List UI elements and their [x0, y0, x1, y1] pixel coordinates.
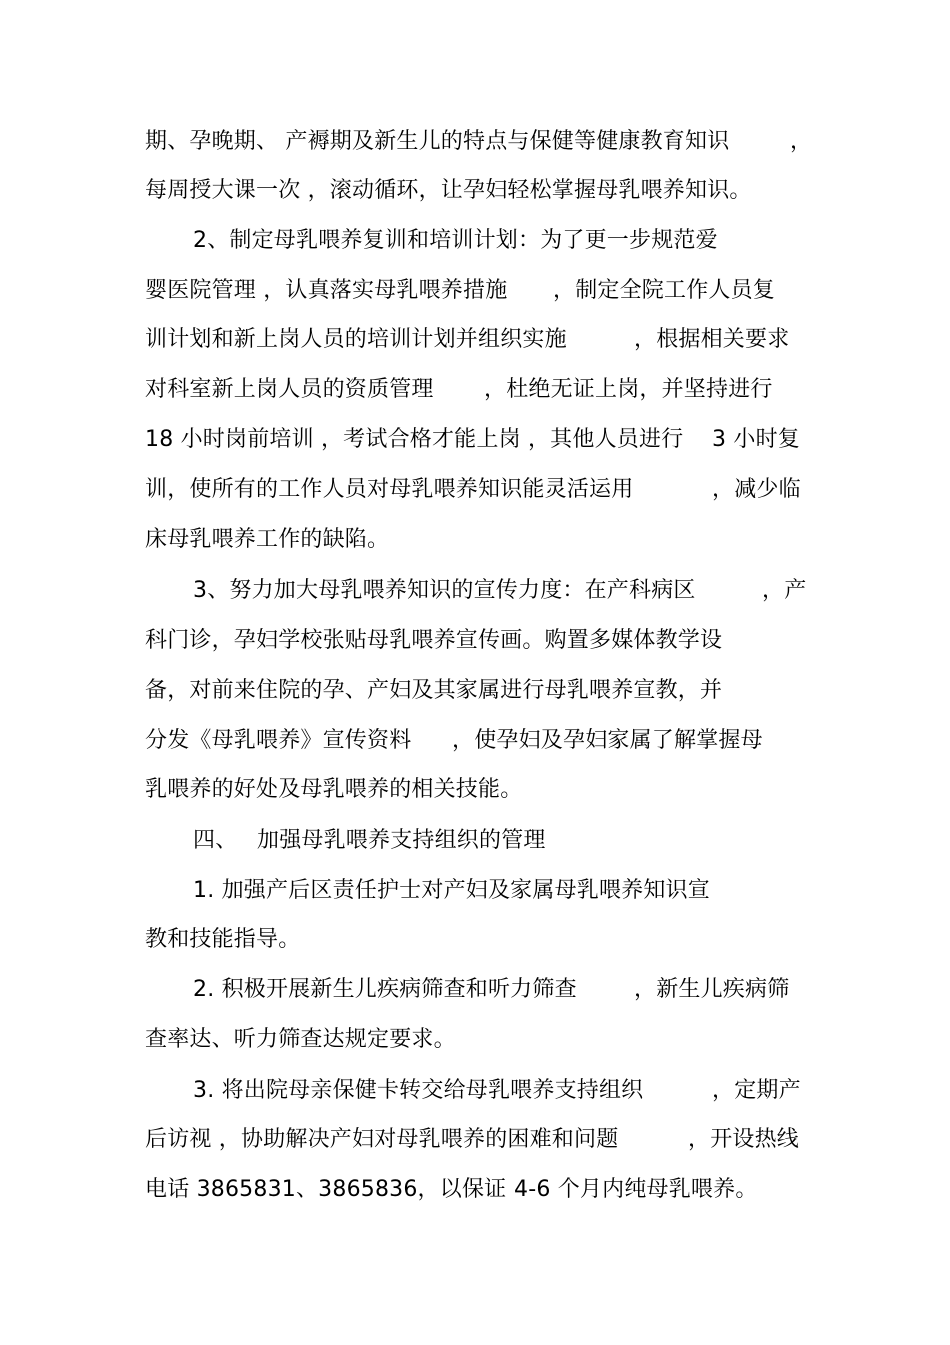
text-segment: ，减少临: [712, 477, 801, 502]
text-segment: 床母乳喂养工作的缺陷。: [145, 527, 390, 552]
text-segment: 婴医院管理 ，认真落实母乳喂养措施: [145, 278, 508, 303]
text-segment: 查率达、听力筛查达规定要求。: [145, 1027, 456, 1052]
text-segment: ，新生儿疾病筛: [634, 977, 790, 1002]
text-segment: 对科室新上岗人员的资质管理: [145, 377, 434, 402]
text-segment: 电话 3865831、3865836，以保证: [145, 1177, 507, 1202]
text-segment: 期、孕晚期、 产褥期及新生儿的特点与保健等健康教育知识: [145, 129, 730, 154]
text-segment: 1. 加强产后区责任护士对产妇及家属母乳喂养知识宣: [193, 878, 710, 903]
text-segment: ，根据相关要求: [634, 327, 790, 352]
text-line: [0, 1175, 758, 1295]
text-segment: 3 小时复: [712, 427, 800, 452]
text-segment: 2、制定母乳喂养复训和培训计划：为了更一步规范爱: [193, 228, 718, 253]
text-segment: ，产: [762, 578, 807, 603]
text-segment: ，杜绝无证上岗，并坚持进行: [484, 377, 773, 402]
text-segment: 科门诊，孕妇学校张贴母乳喂养宣传画。购置多媒体教学设: [145, 628, 723, 653]
text-segment: 后访视 ，协助解决产妇对母乳喂养的困难和问题: [145, 1127, 619, 1152]
text-segment: 教和技能指导。: [145, 927, 301, 952]
text-segment: 备，对前来住院的孕、产妇及其家属进行母乳喂养宣教，并: [145, 678, 723, 703]
text-segment: ，开设热线: [688, 1127, 800, 1152]
text-segment: 加强母乳喂养支持组织的管理: [257, 828, 546, 853]
text-segment: 训计划和新上岗人员的培训计划并组织实施: [145, 327, 567, 352]
text-segment: 18 小时岗前培训 ，考试合格才能上岗 ，其他人员进行: [145, 427, 684, 452]
text-segment: 2. 积极开展新生儿疾病筛查和听力筛查: [193, 977, 577, 1002]
text-segment: 四、: [193, 828, 238, 853]
text-segment: 分发《母乳喂养》宣传资料: [145, 728, 412, 753]
text-segment: ，: [790, 129, 813, 154]
text-segment: 3、努力加大母乳喂养知识的宣传力度：在产科病区: [193, 578, 696, 603]
text-segment: 每周授大课一次 ，滚动循环，让孕妇轻松掌握母乳喂养知识。: [145, 178, 752, 203]
text-segment: 乳喂养的好处及母乳喂养的相关技能。: [145, 777, 523, 802]
text-segment: ，使孕妇及孕妇家属了解掌握母: [452, 728, 763, 753]
text-segment: 训，使所有的工作人员对母乳喂养知识能灵活运用: [145, 477, 634, 502]
text-segment: 3. 将出院母亲保健卡转交给母乳喂养支持组织: [193, 1078, 644, 1103]
text-segment: ，定期产: [712, 1078, 801, 1103]
text-segment: 4-6 个月内纯母乳喂养。: [514, 1177, 758, 1202]
text-segment: ，制定全院工作人员复: [553, 278, 776, 303]
